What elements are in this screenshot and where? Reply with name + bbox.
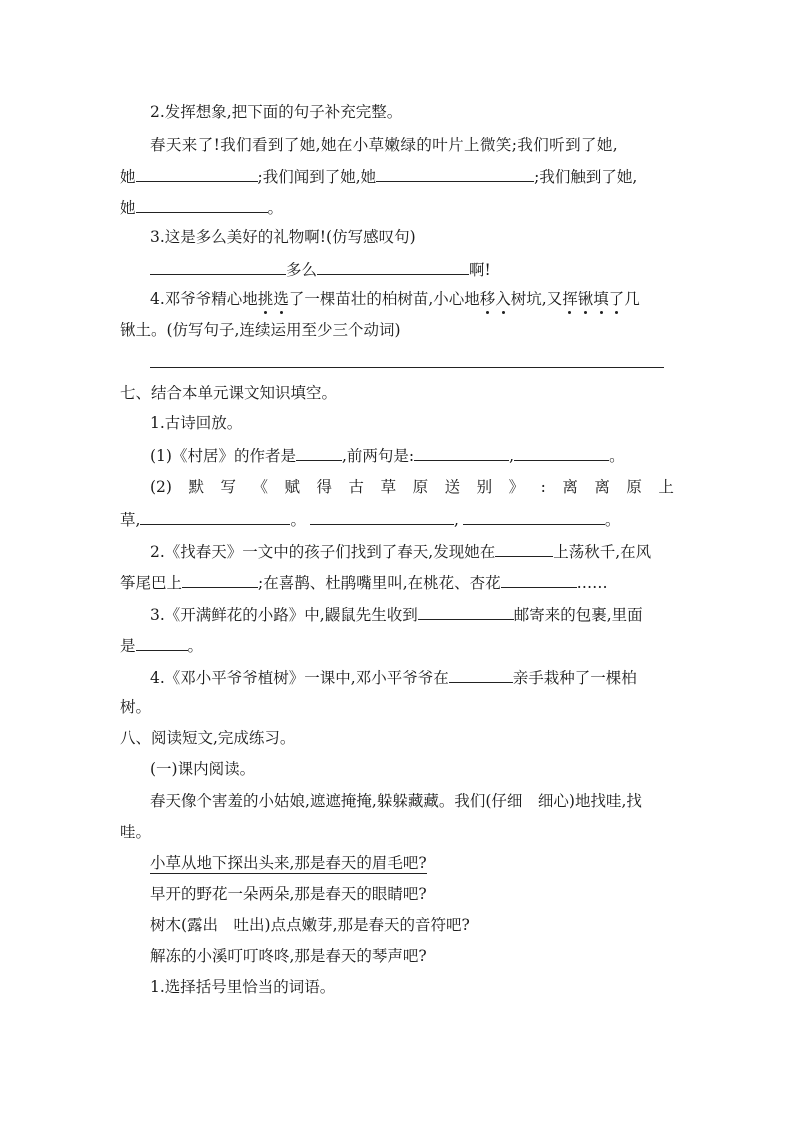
q2-text: 。: [267, 199, 284, 217]
justified-char: 草: [380, 478, 397, 496]
s8-p1: 春天像个害羞的小姑娘,遮遮掩掩,躲躲藏藏。我们(仔细 细心)地找哇,找: [150, 792, 642, 810]
s7-text: 2.《找春天》一文中的孩子们找到了春天,发现她在: [150, 543, 496, 561]
s7-text: ……: [576, 574, 608, 592]
justified-char: 原: [412, 478, 429, 496]
justified-char: 》: [508, 478, 525, 496]
answer-blank[interactable]: [449, 666, 513, 683]
q2-text: ;我们闻到了她,她: [257, 168, 377, 186]
justified-char: 离: [594, 478, 610, 496]
answer-blank[interactable]: [514, 444, 609, 461]
s8-l2: 早开的野花一朵两朵,那是春天的眼睛吧?: [150, 885, 427, 903]
q3-end: 啊!: [469, 261, 491, 279]
q3-title: 3.这是多么美好的礼物啊!(仿写感叹句): [150, 228, 416, 246]
q3-answer-line: [150, 258, 491, 280]
s7-text: 草,: [120, 511, 141, 529]
s7-text: 亲手栽种了一棵柏: [512, 669, 637, 687]
s7-p2-line1: [150, 477, 674, 497]
dotted-verb: 挑: [257, 290, 274, 308]
s8-l1: [150, 853, 427, 873]
dotted-verb: 锹: [577, 290, 594, 308]
dotted-verb: 入: [495, 290, 511, 308]
answer-blank[interactable]: [136, 165, 258, 182]
justified-char: 上: [658, 478, 674, 496]
q4-line2: 锹土。(仿写句子,连续运用至少三个动词): [120, 321, 401, 339]
justified-char: 原: [626, 478, 642, 496]
justified-char: 别: [476, 478, 493, 496]
s8-sub: (一)课内阅读。: [150, 760, 256, 778]
s7-text: 筝尾巴上: [120, 574, 183, 592]
justified-char: :: [540, 478, 546, 496]
s7-q2-line1: [150, 540, 651, 562]
dotted-verb: 填: [593, 290, 609, 308]
s7-q3-line2: [120, 634, 203, 656]
q3-mid: 多么: [286, 261, 318, 279]
q4-text: 树坑,又: [510, 290, 563, 308]
s7-text: 。: [609, 447, 625, 465]
s7-text: 。: [187, 637, 204, 655]
justified-char: (2): [150, 478, 172, 496]
justified-char: 《: [252, 478, 269, 496]
s7-q3-line1: [150, 603, 643, 625]
s7-p2-line2: [120, 508, 620, 530]
q4-text: 几: [624, 290, 640, 308]
s7-text: ;在喜鹊、杜鹃嘴里叫,在桃花、杏花: [258, 574, 501, 592]
s7-text: (1)《村居》的作者是: [150, 447, 296, 465]
answer-blank[interactable]: [376, 165, 534, 182]
s7-sub1: 1.古诗回放。: [150, 414, 243, 432]
answer-blank[interactable]: [140, 508, 290, 525]
q4-line1: [150, 289, 640, 309]
answer-blank[interactable]: [501, 571, 577, 588]
q4-answer-line[interactable]: [150, 367, 664, 368]
s7-q4-line2: 树。: [120, 698, 152, 716]
s7-text: 上荡秋千,在风: [553, 543, 652, 561]
s7-q4-line1: [150, 666, 637, 688]
dotted-verb: 移: [479, 290, 496, 308]
s7-p1: [150, 444, 625, 466]
s7-text: 3.《开满鲜花的小路》中,鼹鼠先生收到: [150, 606, 418, 624]
answer-blank[interactable]: [495, 540, 553, 557]
section8-title: 八、阅读短文,完成练习。: [120, 729, 296, 747]
s7-text: 是: [120, 637, 136, 655]
justified-char: 得: [316, 478, 333, 496]
s7-text: 。: [604, 511, 621, 529]
s7-text: 邮寄来的包裹,里面: [513, 606, 643, 624]
q2-title: 2.发挥想象,把下面的句子补充完整。: [150, 103, 403, 121]
q2-line2: [120, 165, 637, 187]
s7-text: 。: [290, 511, 306, 529]
q2-line1: 春天来了!我们看到了她,她在小草嫩绿的叶片上微笑;我们听到了她,: [150, 136, 619, 154]
q2-text: 她: [120, 168, 136, 186]
s8-l3: 树木(露出 吐出)点点嫩芽,那是春天的音符吧?: [150, 916, 470, 934]
answer-blank[interactable]: [414, 444, 509, 461]
answer-blank[interactable]: [136, 196, 268, 213]
s7-text: ,: [453, 511, 459, 529]
dotted-verb: 了: [608, 290, 625, 308]
s7-text: ,前两句是:: [341, 447, 415, 465]
justified-char: 送: [444, 478, 461, 496]
answer-blank[interactable]: [182, 571, 258, 588]
s7-text: ,: [509, 447, 515, 465]
s7-q2-line2: [120, 571, 608, 593]
justified-char: 写: [220, 478, 236, 496]
q2-line3: [120, 196, 283, 218]
answer-blank[interactable]: [317, 258, 469, 275]
answer-blank[interactable]: [463, 508, 605, 525]
dotted-verb: 选: [273, 290, 289, 308]
q2-text: 她: [120, 199, 136, 217]
answer-blank[interactable]: [418, 603, 514, 620]
justified-char: 赋: [284, 478, 301, 496]
q4-text: 了一棵苗壮的柏树苗,小心地: [288, 290, 480, 308]
answer-blank[interactable]: [150, 258, 286, 275]
underlined-sentence: 小草从地下探出头来,那是春天的眉毛吧?: [150, 854, 427, 872]
answer-blank[interactable]: [136, 634, 188, 651]
justified-char: 离: [562, 478, 578, 496]
q4-text: 4.邓爷爷精心地: [150, 290, 258, 308]
dotted-verb: 挥: [562, 290, 578, 308]
answer-blank[interactable]: [310, 508, 454, 525]
s7-text: 4.《邓小平爷爷植树》一课中,邓小平爷爷在: [150, 669, 449, 687]
s8-p1b: 哇。: [120, 823, 152, 841]
justified-char: 古: [348, 478, 365, 496]
s8-l4: 解冻的小溪叮叮咚咚,那是春天的琴声吧?: [150, 947, 427, 965]
q2-text: ;我们触到了她,: [534, 168, 638, 186]
justified-char: 默: [188, 478, 204, 496]
section7-title: 七、结合本单元课文知识填空。: [120, 384, 338, 402]
s8-q1: 1.选择括号里恰当的词语。: [150, 978, 336, 996]
answer-blank[interactable]: [296, 444, 342, 461]
